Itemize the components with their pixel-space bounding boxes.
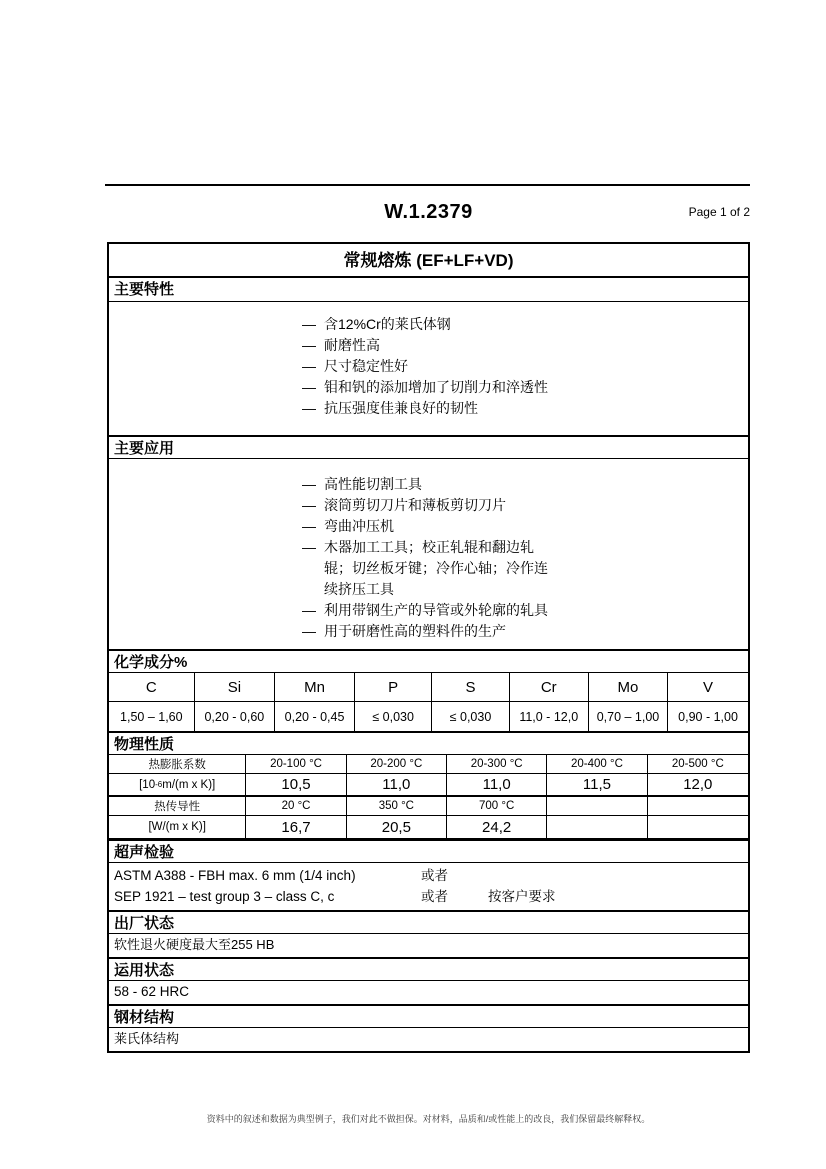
datasheet-table [107,242,750,1053]
page-indicator: Page 1 of 2 [688,205,750,219]
expansion-value: 11,0 [347,774,447,795]
header-rule [105,184,750,186]
application-text: 弯曲冲压机 [324,518,394,534]
conductivity-unit: [W/(m x K)] [109,816,246,838]
expansion-unit [109,774,246,795]
chem-column-header: C [109,673,195,701]
section-heading-applications: 主要应用 [109,435,748,459]
chem-value: 0,20 - 0,60 [195,702,276,731]
feature-text: 含12%Cr的莱氏体钢 [324,316,451,332]
feature-text: 尺寸稳定性好 [324,358,408,374]
temp-header: 350 °C [347,797,447,815]
delivery-value: 软性退火硬度最大至255 HB [114,937,275,952]
chem-value: 0,20 - 0,45 [275,702,355,731]
application-text: 利用带钢生产的导管或外轮廓的轧具 [324,602,548,618]
chem-column-header: V [703,678,714,696]
application-text: 高性能切割工具 [324,476,422,492]
section-heading-structure: 钢材结构 [109,1004,748,1028]
ultrasonic-note: 按客户要求 [488,889,556,904]
feature-text: 钼和钒的添加增加了切削力和淬透性 [324,379,548,395]
feature-text: 抗压强度佳兼良好的韧性 [324,400,478,416]
ultrasonic-spec: ASTM A388 - FBH max. 6 mm (1/4 inch) [114,868,356,883]
list-item [302,621,748,642]
list-item [302,356,748,377]
list-item [302,495,748,516]
bullet-dash: — [302,497,316,513]
temp-header [648,797,748,815]
list-item [302,474,748,495]
expansion-value: 11,5 [547,774,647,795]
conductivity-value: 24,2 [447,816,547,838]
list-item [302,516,748,537]
ultrasonic-spec: SEP 1921 – test group 3 – class C, c [114,889,335,904]
bullet-dash: — [302,358,316,374]
list-item [302,398,748,419]
ultrasonic-or: 或者 [421,868,448,883]
expansion-values-row [109,774,748,797]
conductivity-value [648,816,748,838]
chem-column-header: Mo [589,673,668,701]
list-item [302,377,748,398]
chemistry-values-row [109,702,748,731]
doc-number: W.1.2379 [384,201,473,223]
expansion-value: 12,0 [683,776,713,793]
expansion-value: 10,5 [246,774,346,795]
sheet-title: 常规熔炼 (EF+LF+VD) [109,244,748,278]
chem-value: ≤ 0,030 [432,702,509,731]
bullet-dash: — [302,379,316,395]
unit-prefix: [10 [139,778,156,791]
feature-text: 耐磨性高 [324,337,380,353]
applications-list [109,474,748,642]
application-text: 滚筒剪切刀片和薄板剪切刀片 [324,497,506,513]
chem-value: 11,0 - 12,0 [510,702,589,731]
chem-column-header: P [355,673,432,701]
chem-value: 0,70 – 1,00 [589,702,668,731]
conductivity-label: 热传导性 [109,797,246,815]
temp-header [547,797,647,815]
expansion-temps-row [109,755,748,774]
section-heading-ultrasonic: 超声检验 [109,839,748,863]
list-item [302,314,748,335]
application-text: 木器加工工具；校正轧辊和翻边轧辊；切丝板牙键；冷作心轴；冷作连续挤压工具 [324,539,548,597]
bullet-dash: — [302,476,316,492]
disclaimer-footer: 资料中的叙述和数据为典型例子，我们对此不做担保。对材料，品质和/或性能上的改良，我们保留最终解释权。 [206,1114,651,1124]
bullet-dash: — [302,400,316,416]
unit-exponent: -6 [155,780,163,789]
section-heading-features: 主要特性 [109,278,748,302]
chem-value: ≤ 0,030 [355,702,432,731]
ultrasonic-line [109,865,748,886]
list-item [302,600,748,621]
conductivity-value: 20,5 [347,816,447,838]
list-item [302,537,748,600]
features-section [109,302,748,435]
temp-header: 700 °C [447,797,547,815]
temp-header: 20-100 °C [246,755,346,773]
section-heading-chemistry: 化学成分% [109,649,748,673]
temp-header: 20-500 °C [671,758,724,770]
conductivity-value [547,816,647,838]
temp-header: 20-400 °C [547,755,647,773]
chem-column-header: Si [195,673,276,701]
unit-suffix: m/(m x K)] [162,778,216,791]
section-heading-delivery: 出厂状态 [109,910,748,934]
bullet-dash: — [302,518,316,534]
bullet-dash: — [302,337,316,353]
chem-column-header: Cr [510,673,589,701]
application-text: 用于研磨性高的塑料件的生产 [324,623,506,639]
temp-header: 20 °C [246,797,346,815]
section-heading-working: 运用状态 [109,957,748,981]
bullet-dash: — [302,602,316,618]
conductivity-temps-row [109,797,748,816]
expansion-value: 11,0 [447,774,547,795]
chem-value: 1,50 – 1,60 [109,702,195,731]
conductivity-values-row [109,816,748,839]
temp-header: 20-200 °C [347,755,447,773]
ultrasonic-section [109,863,748,910]
working-value: 58 - 62 HRC [114,984,190,999]
expansion-label: 热膨胀系数 [109,755,246,773]
chem-value: 0,90 - 1,00 [678,709,738,724]
bullet-dash: — [302,623,316,639]
section-heading-physical: 物理性质 [109,731,748,755]
temp-header: 20-300 °C [447,755,547,773]
conductivity-value: 16,7 [246,816,346,838]
bullet-dash: — [302,316,316,332]
applications-section [109,459,748,649]
chem-column-header: Mn [275,673,355,701]
bullet-dash: — [302,539,316,555]
ultrasonic-line [109,886,748,907]
structure-value: 莱氏体结构 [114,1031,180,1046]
list-item [302,335,748,356]
ultrasonic-or: 或者 [421,889,448,904]
chem-column-header: S [432,673,509,701]
chemistry-header-row [109,673,748,702]
features-list [109,314,748,419]
